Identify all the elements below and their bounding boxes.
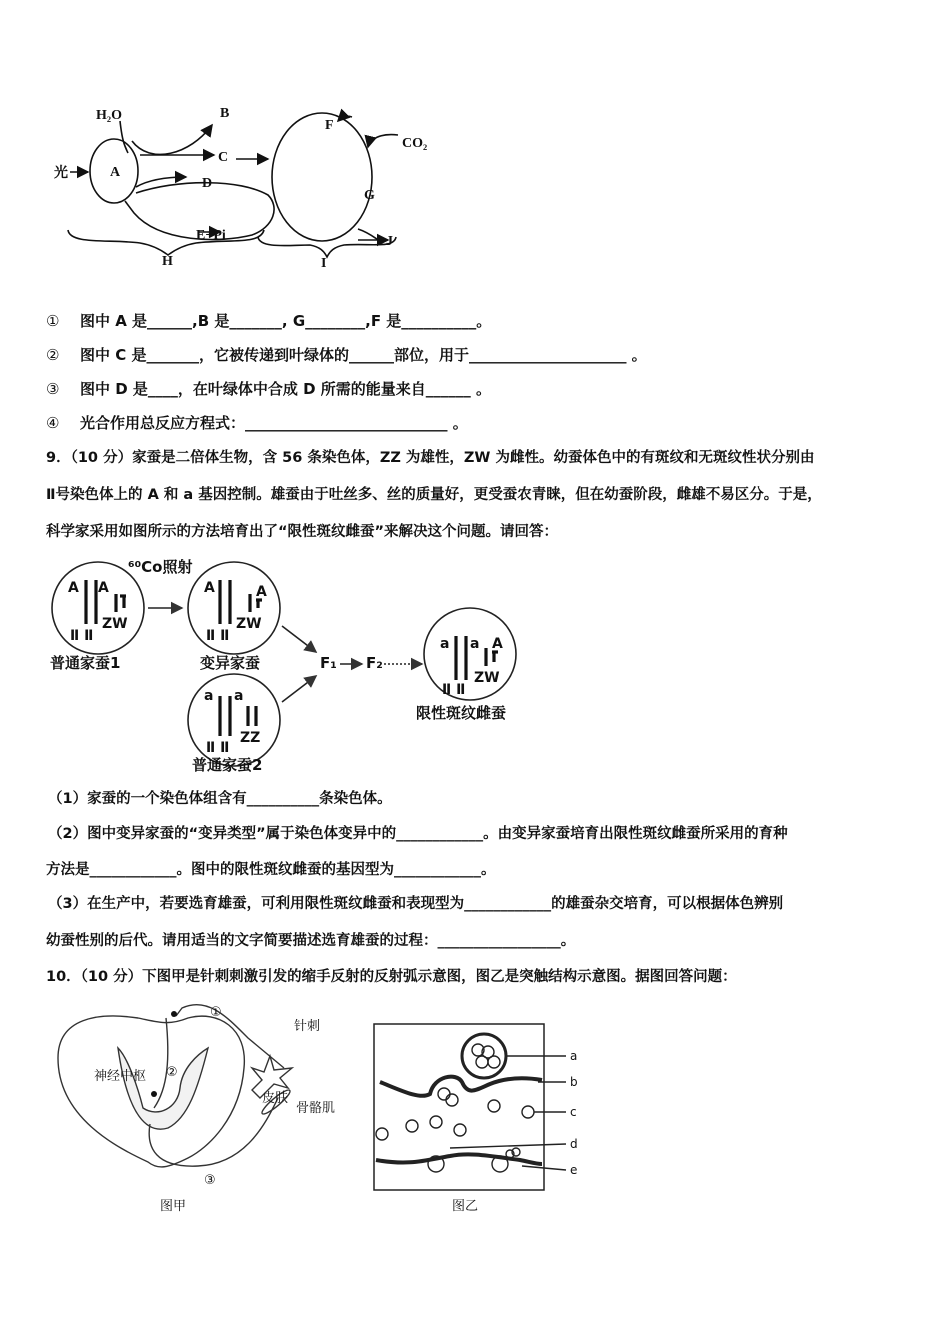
q10-line: 10．（10 分）下图甲是针刺刺激引发的缩手反射的反射弧示意图，图乙是突触结构示意图。据图回答问题： bbox=[46, 969, 737, 985]
label-h2o: H₂O bbox=[96, 108, 122, 123]
label-b: b bbox=[570, 1075, 578, 1089]
chrom-zw-1: ZW bbox=[102, 616, 128, 632]
synapse-frame bbox=[374, 1024, 544, 1190]
calvin-cycle bbox=[272, 113, 372, 241]
label-b: B bbox=[220, 106, 230, 121]
q9-sub-2b: 方法是____________。图中的限性斑纹雌蚕的基因型为____________。 bbox=[46, 862, 496, 878]
label-3: ③ bbox=[204, 1173, 216, 1188]
chrom-zw-3: ZW bbox=[474, 670, 500, 686]
normal-silkworm-1-label: 普通家蚕1 bbox=[50, 654, 121, 672]
f1-label: F₁ bbox=[320, 654, 337, 672]
figure-jia-label: 图甲 bbox=[160, 1199, 187, 1214]
q9-sub-2a: （2）图中变异家蚕的“变异类型”属于染色体变异中的____________。由变异家蚕培育出限性斑纹雌蚕所采用的育种 bbox=[48, 826, 788, 842]
reflex-arc-diagram bbox=[48, 998, 358, 1218]
photosynthesis-diagram bbox=[40, 95, 460, 275]
q9-sub-3a: （3）在生产中，若要选育雄蚕，可利用限性斑纹雌蚕和表现型为____________的雄蚕杂交培育，可以根据体色辨别 bbox=[48, 896, 784, 912]
label-h: H bbox=[162, 254, 173, 269]
q8-item-1: ① 图中 A 是______,B 是_______, G________,F 是__________。 bbox=[46, 312, 492, 330]
label-1: ① bbox=[210, 1005, 222, 1020]
label-a: A bbox=[110, 165, 121, 180]
gene-a-low-1: a bbox=[204, 688, 214, 704]
q8-item-4: ④ 光合作用总反应方程式：___________________________ 。 bbox=[46, 414, 468, 432]
label-2: ② bbox=[166, 1065, 178, 1080]
q9-sub-1: （1）家蚕的一个染色体组含有__________条染色体。 bbox=[48, 791, 392, 807]
label-g: G bbox=[364, 188, 375, 203]
q8-item-3: ③ 图中 D 是____，在叶绿体中合成 D 所需的能量来自______ 。 bbox=[46, 380, 492, 398]
gene-a-2: A bbox=[98, 580, 109, 596]
label-a: a bbox=[570, 1049, 578, 1063]
gene-a-5: A bbox=[492, 636, 503, 652]
q9-line-2: Ⅱ号染色体上的 A 和 a 基因控制。雄蚕由于吐丝多、丝的质量好，更受蚕农青睐，但在幼蚕阶段，雌雄不易区分。于是， bbox=[46, 487, 822, 503]
label-co2: CO₂ bbox=[402, 136, 428, 151]
label-c: C bbox=[218, 150, 229, 165]
gene-a-4: A bbox=[256, 584, 267, 600]
muscle-label: 骨骼肌 bbox=[296, 1101, 336, 1116]
label-i: I bbox=[321, 256, 327, 271]
mutant-silkworm-cell bbox=[188, 562, 280, 654]
chrom-zz: ZZ bbox=[240, 730, 261, 746]
f2-label: F₂ bbox=[366, 654, 383, 672]
label-d: D bbox=[202, 176, 213, 191]
q9-line-3: 科学家采用如图所示的方法培育出了“限性斑纹雌蚕”来解决这个问题。请回答： bbox=[46, 524, 559, 540]
chrom-ii-4: Ⅱ Ⅱ bbox=[442, 682, 466, 698]
label-d: d bbox=[570, 1137, 578, 1151]
gene-a-low-4: a bbox=[470, 636, 480, 652]
normal-silkworm-2-label: 普通家蚕2 bbox=[192, 756, 263, 774]
female-silkworm-label: 限性斑纹雌蚕 bbox=[416, 704, 507, 722]
synapse-diagram bbox=[370, 1020, 600, 1220]
female-silkworm-cell bbox=[424, 608, 516, 700]
gene-a-1: A bbox=[68, 580, 79, 596]
chrom-ii-3: Ⅱ Ⅱ bbox=[206, 740, 230, 756]
label-e: e bbox=[570, 1163, 578, 1177]
chrom-ii-2: Ⅱ Ⅱ bbox=[206, 628, 230, 644]
silkworm-breeding-diagram bbox=[40, 556, 540, 778]
label-f: F bbox=[325, 118, 334, 133]
co60-irradiation: ⁶⁰Co照射 bbox=[128, 558, 193, 576]
chrom-zw-2: ZW bbox=[236, 616, 262, 632]
q9-line-1: 9．（10 分）家蚕是二倍体生物，含 56 条染色体，ZZ 为雄性，ZW 为雌性。幼蚕体色中的有斑纹和无斑纹性状分别由 bbox=[46, 450, 815, 466]
figure-yi-label: 图乙 bbox=[452, 1199, 479, 1214]
gene-a-low-2: a bbox=[234, 688, 244, 704]
nerve-center-label: 神经中枢 bbox=[94, 1069, 147, 1084]
gene-a-low-3: a bbox=[440, 636, 450, 652]
q8-item-2: ② 图中 C 是_______，它被传递到叶绿体的______部位，用于_____________________ 。 bbox=[46, 346, 647, 364]
label-light: 光 bbox=[54, 166, 68, 181]
chrom-ii-1: Ⅱ Ⅱ bbox=[70, 628, 94, 644]
needle-label: 针刺 bbox=[294, 1019, 321, 1034]
label-j: J bbox=[386, 234, 393, 249]
gene-a-3: A bbox=[204, 580, 215, 596]
label-epi: E+Pi bbox=[196, 228, 226, 243]
q9-sub-3b: 幼蚕性别的后代。请用适当的文字简要描述选育雄蚕的过程：_________________。 bbox=[46, 933, 576, 949]
mutant-silkworm-label: 变异家蚕 bbox=[200, 654, 261, 672]
skin-label: 皮肤 bbox=[262, 1091, 289, 1106]
label-c: c bbox=[570, 1105, 577, 1119]
